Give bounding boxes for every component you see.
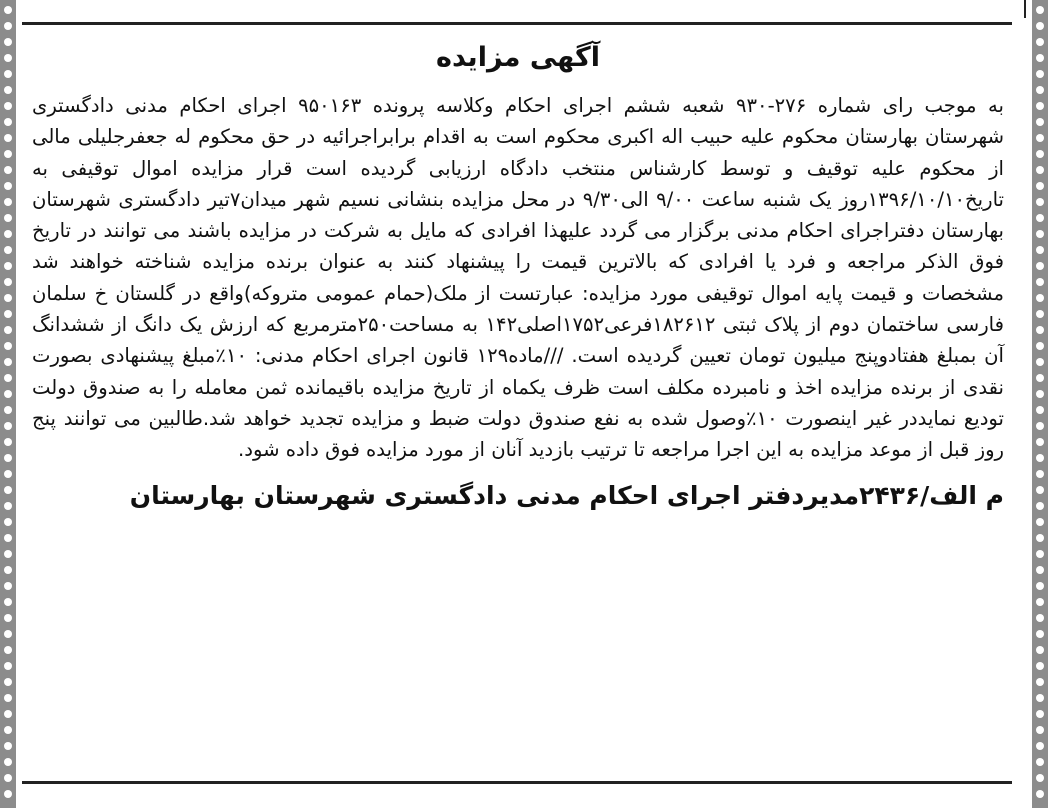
- perforation-hole: [4, 230, 12, 238]
- perforation-hole: [1036, 582, 1044, 590]
- perforation-hole: [1036, 486, 1044, 494]
- perforation-hole: [1036, 678, 1044, 686]
- perforation-hole: [4, 726, 12, 734]
- perforation-hole: [1036, 310, 1044, 318]
- perforation-hole: [1036, 118, 1044, 126]
- perforation-hole: [1036, 790, 1044, 798]
- perforation-hole: [1036, 214, 1044, 222]
- perforation-hole: [4, 262, 12, 270]
- perforation-hole: [4, 214, 12, 222]
- perforation-hole: [4, 582, 12, 590]
- perforation-hole: [4, 390, 12, 398]
- left-perforation-strip: [0, 0, 16, 808]
- perforation-hole: [1036, 774, 1044, 782]
- perforation-hole: [1036, 358, 1044, 366]
- perforation-hole: [4, 22, 12, 30]
- perforation-hole: [4, 646, 12, 654]
- perforation-hole: [1036, 742, 1044, 750]
- perforation-hole: [1036, 70, 1044, 78]
- perforation-hole: [4, 358, 12, 366]
- perforation-hole: [1036, 646, 1044, 654]
- perforation-hole: [1036, 614, 1044, 622]
- perforation-hole: [1036, 278, 1044, 286]
- perforation-hole: [4, 54, 12, 62]
- perforation-hole: [1036, 342, 1044, 350]
- perforation-hole: [1036, 294, 1044, 302]
- notice-signature: م الف/۲۴۳۶مدیردفتر اجرای احکام مدنی دادگستری شهرستان بهارستان: [129, 480, 1004, 510]
- perforation-hole: [1036, 518, 1044, 526]
- perforation-hole: [1036, 22, 1044, 30]
- perforation-hole: [4, 6, 12, 14]
- perforation-hole: [4, 374, 12, 382]
- perforation-hole: [1036, 102, 1044, 110]
- perforation-hole: [1036, 550, 1044, 558]
- perforation-hole: [4, 518, 12, 526]
- perforation-hole: [4, 326, 12, 334]
- perforation-hole: [1036, 230, 1044, 238]
- right-perforation-strip: [1032, 0, 1048, 808]
- perforation-hole: [4, 598, 12, 606]
- perforation-hole: [1036, 390, 1044, 398]
- perforation-hole: [1036, 374, 1044, 382]
- perforation-hole: [4, 422, 12, 430]
- perforation-hole: [4, 278, 12, 286]
- perforation-hole: [4, 694, 12, 702]
- perforation-hole: [1036, 438, 1044, 446]
- frame-corner-mark: [1024, 0, 1026, 18]
- perforation-hole: [1036, 326, 1044, 334]
- perforation-hole: [1036, 150, 1044, 158]
- perforation-hole: [4, 534, 12, 542]
- perforation-hole: [1036, 38, 1044, 46]
- perforation-hole: [1036, 470, 1044, 478]
- perforation-hole: [1036, 534, 1044, 542]
- perforation-hole: [4, 566, 12, 574]
- perforation-hole: [1036, 566, 1044, 574]
- perforation-hole: [4, 614, 12, 622]
- perforation-hole: [4, 502, 12, 510]
- perforation-hole: [4, 294, 12, 302]
- perforation-hole: [1036, 422, 1044, 430]
- perforation-hole: [1036, 134, 1044, 142]
- perforation-hole: [4, 118, 12, 126]
- perforation-hole: [1036, 262, 1044, 270]
- perforation-hole: [4, 790, 12, 798]
- notice-title: آگهی مزایده: [436, 42, 600, 73]
- perforation-hole: [4, 710, 12, 718]
- perforation-hole: [1036, 710, 1044, 718]
- perforation-hole: [4, 310, 12, 318]
- perforation-hole: [4, 342, 12, 350]
- perforation-hole: [1036, 246, 1044, 254]
- perforation-hole: [4, 742, 12, 750]
- perforation-hole: [1036, 502, 1044, 510]
- perforation-hole: [4, 166, 12, 174]
- perforation-hole: [4, 774, 12, 782]
- perforation-hole: [1036, 662, 1044, 670]
- perforation-hole: [4, 758, 12, 766]
- perforation-hole: [1036, 86, 1044, 94]
- perforation-hole: [4, 406, 12, 414]
- perforation-hole: [4, 438, 12, 446]
- perforation-hole: [1036, 454, 1044, 462]
- bottom-border-rule: [22, 781, 1012, 784]
- notice-body: به موجب رای شماره ۲۷۶-۹۳۰ شعبه ششم اجرای احکام وکلاسه پرونده ۹۵۰۱۶۳ اجرای احکام مدنی دادگستری شهرستان بهارستان محکوم علیه حبیب اله اکبری محکوم است به اقدام برابراجرائیه در حق محکوم له جعفرجلیلی مالی از محکوم علیه توقیف و توسط کارشناس منتخب دادگاه ارزیابی گردیده است قرار مزایده اموال توقیفی به تاریخ۱۳۹۶/۱۰/۱۰روز یک شنبه ساعت ۹/۰۰ الی۹/۳۰ در محل مزایده بنشانی نسیم شهر میدان۷تیر دادگستری شهرستان بهارستان دفتراجرای احکام مدنی برگزار می گردد علیهذا افرادی که مایل به شرکت در مزایده باشند می توانند در تاریخ فوق الذکر مراجعه و فرد یا افرادی که بالاترین قیمت را پیشنهاد کنند به عنوان برنده مزایده شناخته خواهند شد مشخصات و قیمت پایه اموال توقیفی مورد مزایده: عبارتست از ملک(حمام عمومی متروکه)واقع در گلستان خ سلمان فارسی ساختمان دوم از پلاک ثبتی ۱۸۲۶۱۲فرعی۱۷۵۲اصلی۱۴۲ به مساحت۲۵۰مترمربع که ارزش یک دانگ از ششدانگ آن بمبلغ هفتادوپنج میلیون تومان تعیین گردیده است. ///ماده۱۲۹ قانون اجرای احکام مدنی: ۱۰٪مبلغ پیشنهادی بصورت نقدی از برنده مزایده اخذ و نامبرده مکلف است ظرف یکماه از تاریخ مزایده باقیمانده ثمن معامله را به صندوق دولت تودیع نمایددر غیر اینصورت ۱۰٪وصول شده به نفع صندوق دولت ضبط و مزایده تجدید خواهد شد.طالبین می توانند پنج روز قبل از موعد مزایده به این اجرا مراجعه تا ترتیب بازدید آنان از مورد مزایده فوق داده شود.: [32, 94, 1005, 462]
- perforation-hole: [1036, 406, 1044, 414]
- perforation-hole: [1036, 198, 1044, 206]
- perforation-hole: [4, 470, 12, 478]
- perforation-hole: [4, 630, 12, 638]
- perforation-hole: [1036, 54, 1044, 62]
- perforation-hole: [4, 70, 12, 78]
- perforation-hole: [4, 678, 12, 686]
- perforation-hole: [4, 198, 12, 206]
- perforation-hole: [4, 102, 12, 110]
- auction-notice: [32, 34, 1004, 518]
- perforation-hole: [1036, 598, 1044, 606]
- perforation-hole: [4, 486, 12, 494]
- perforation-hole: [4, 134, 12, 142]
- perforation-hole: [4, 454, 12, 462]
- perforation-hole: [1036, 726, 1044, 734]
- perforation-hole: [1036, 6, 1044, 14]
- top-border-rule: [22, 22, 1012, 25]
- perforation-hole: [1036, 630, 1044, 638]
- perforation-hole: [4, 550, 12, 558]
- perforation-hole: [4, 246, 12, 254]
- perforation-hole: [1036, 694, 1044, 702]
- perforation-hole: [4, 86, 12, 94]
- perforation-hole: [4, 38, 12, 46]
- perforation-hole: [1036, 182, 1044, 190]
- perforation-hole: [4, 662, 12, 670]
- perforation-hole: [4, 150, 12, 158]
- perforation-hole: [1036, 166, 1044, 174]
- perforation-hole: [4, 182, 12, 190]
- perforation-hole: [1036, 758, 1044, 766]
